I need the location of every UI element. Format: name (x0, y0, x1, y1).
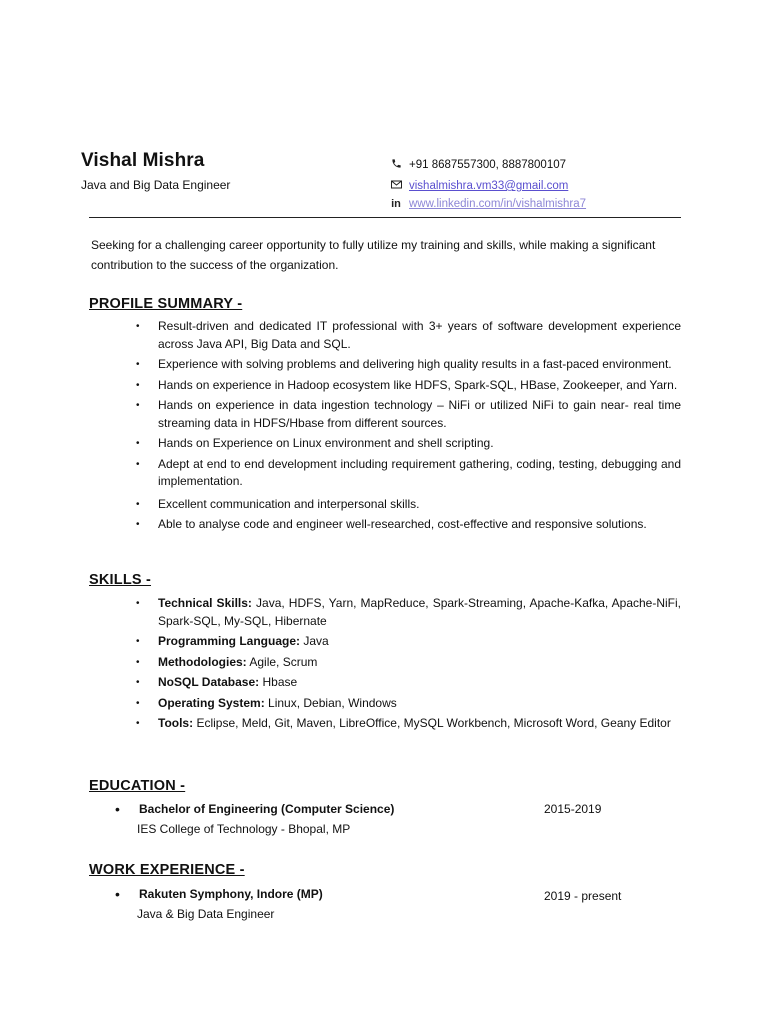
profile-summary-heading: PROFILE SUMMARY - (89, 296, 243, 312)
skill-item (136, 595, 681, 630)
linkedin-icon: in (391, 198, 401, 210)
list-item: • Adept at end to end development including requirement gathering, coding, testing, debugging and implementation. (136, 456, 681, 491)
skill-value: Agile, Scrum (246, 654, 318, 669)
header-divider (89, 217, 681, 218)
skill-value: Linux, Debian, Windows (264, 695, 397, 710)
skill-item (136, 715, 681, 733)
contact-phone-row (389, 157, 566, 173)
bullet: • (115, 886, 120, 902)
degree: Bachelor of Engineering (Computer Science) (139, 802, 395, 816)
skill-label: Tools: (158, 716, 194, 730)
list-item: • Hands on experience in Hadoop ecosystem like HDFS, Spark-SQL, HBase, Zookeeper, and Yarn. (136, 377, 681, 395)
skill-item (136, 654, 681, 672)
list-item: • Result-driven and dedicated IT professional with 3+ years of software development experience across Java API, Big Data and SQL. (136, 318, 681, 353)
education-years: 2015-2019 (544, 802, 602, 816)
skill-value: Hbase (259, 675, 298, 689)
bullet: • (115, 801, 120, 817)
skills-heading: SKILLS - (89, 572, 152, 588)
work-experience-heading: WORK EXPERIENCE - (89, 862, 245, 878)
contact-linkedin-row (389, 196, 586, 212)
skill-item (136, 695, 681, 713)
profile-summary-list (136, 318, 681, 534)
mail-icon (389, 180, 403, 192)
skill-value: Eclipse, Meld, Git, Maven, LibreOffice, MySQL Workbench, Microsoft Word, Geany Editor (193, 716, 671, 730)
institute: IES College of Technology - Bhopal, MP (137, 822, 351, 836)
skill-item (136, 674, 681, 692)
career-objective: Seeking for a challenging career opportunity to fully utilize my training and skills, while making a significant contribution to the success of the organization. (91, 238, 656, 272)
work-period: 2019 - present (544, 889, 622, 903)
linkedin-link[interactable]: www.linkedin.com/in/vishalmishra7 (409, 198, 587, 210)
skill-value: Java, HDFS, Yarn, MapReduce, Spark-Streaming, Apache-Kafka, Apache-NiFi, Spark-SQL, My-SQL, Hibernate (158, 596, 682, 628)
skill-label: Technical Skills: (158, 596, 252, 610)
list-item: • Excellent communication and interpersonal skills. (136, 496, 681, 514)
phone-icon (389, 158, 403, 172)
candidate-role: Java and Big Data Engineer (81, 178, 231, 192)
candidate-name: Vishal Mishra (81, 150, 205, 171)
skill-value: Java (300, 634, 329, 648)
skill-item (136, 633, 681, 651)
list-item: • Hands on Experience on Linux environment and shell scripting. (136, 435, 681, 453)
position: Java & Big Data Engineer (137, 907, 275, 921)
education-heading: EDUCATION - (89, 778, 186, 794)
skills-list (136, 595, 681, 733)
skill-label: NoSQL Database: (158, 675, 260, 689)
skill-label: Methodologies: (158, 654, 247, 669)
skill-label: Programming Language: (158, 634, 301, 648)
list-item: • Hands on experience in data ingestion technology – NiFi or utilized NiFi to gain near- real time streaming data in HDFS/Hbase from different sources. (136, 397, 681, 432)
email-link[interactable]: vishalmishra.vm33@gmail.com (409, 180, 569, 192)
contact-email-row (389, 178, 568, 194)
phone-numbers: +91 8687557300, 8887800107 (409, 159, 567, 171)
company: Rakuten Symphony, Indore (MP) (139, 887, 323, 901)
skill-label: Operating System: (158, 695, 265, 710)
list-item: • Experience with solving problems and delivering high quality results in a fast-paced environment. (136, 356, 681, 374)
list-item: • Able to analyse code and engineer well-researched, cost-effective and responsive solutions. (136, 516, 681, 534)
